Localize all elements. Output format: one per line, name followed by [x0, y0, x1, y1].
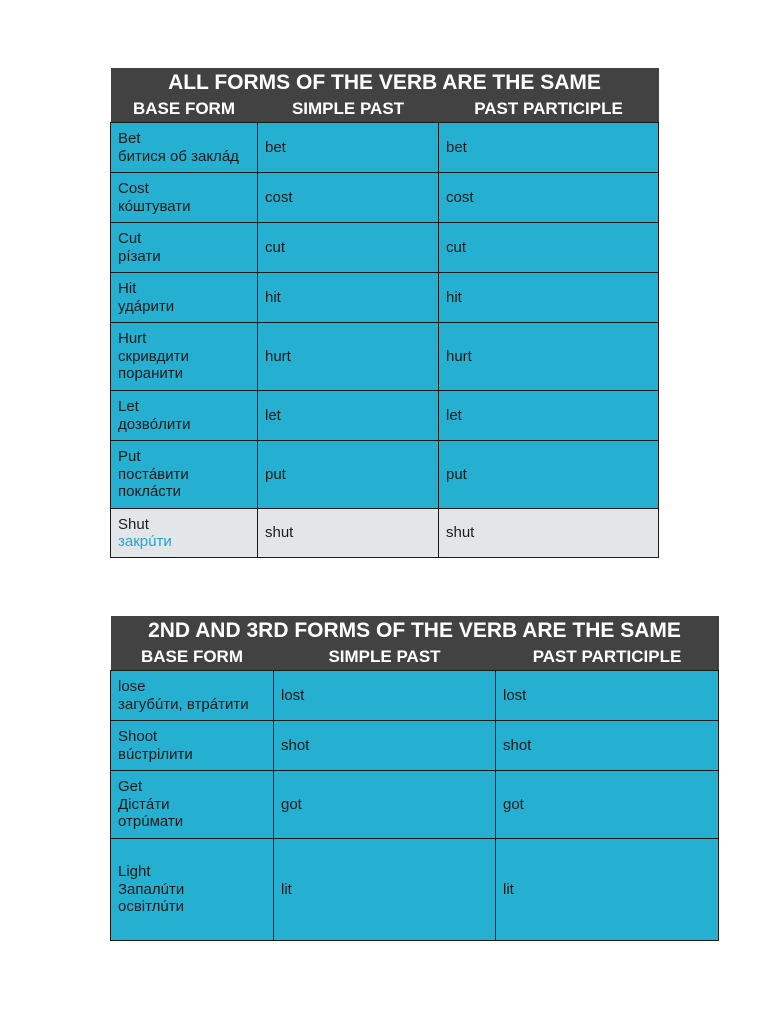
base-form-cell — [111, 391, 258, 441]
base-form-english: Hit — [118, 280, 137, 297]
base-form-translation: поранити — [118, 365, 184, 383]
base-form-translation: скривдити — [118, 347, 189, 365]
column-header-simple-past: SIMPLE PAST — [291, 99, 405, 118]
simple-past-cell: lit — [274, 839, 496, 941]
base-form-english: lose — [118, 678, 146, 695]
base-form-cell — [111, 509, 258, 558]
base-form-english: Hurt — [118, 330, 147, 348]
base-form-english: Let — [118, 398, 139, 415]
base-form-cell — [111, 441, 258, 509]
base-form-english: Shut — [118, 515, 149, 533]
table-row — [111, 223, 659, 273]
table-row — [111, 771, 719, 839]
table-row — [111, 671, 719, 721]
base-form-cell — [111, 173, 258, 223]
base-form-cell — [111, 721, 274, 771]
base-form-translation: Дістáти — [118, 795, 170, 813]
base-form-cell — [111, 273, 258, 323]
table-row — [111, 273, 659, 323]
base-form-cell — [111, 223, 258, 273]
table-title: 2ND AND 3RD FORMS OF THE VERB ARE THE SAME — [148, 619, 681, 642]
base-form-translation: освітлúти — [118, 898, 185, 916]
column-header-simple-past: SIMPLE PAST — [328, 647, 441, 666]
simple-past-cell: put — [258, 441, 439, 509]
table-row — [111, 509, 659, 558]
base-form-translation: вúстрілити — [118, 745, 193, 763]
simple-past-cell: lost — [274, 671, 496, 721]
past-participle-cell: hurt — [439, 323, 659, 391]
base-form-english: Shoot — [118, 728, 158, 745]
base-form-translation: Запалúти — [118, 880, 185, 898]
base-form-translation: рíзати — [118, 247, 161, 265]
table-header — [111, 68, 659, 123]
base-form-cell — [111, 123, 258, 173]
past-participle-cell: shot — [496, 721, 719, 771]
base-form-cell — [111, 771, 274, 839]
simple-past-cell: hit — [258, 273, 439, 323]
table-row — [111, 123, 659, 173]
past-participle-cell: cost — [439, 173, 659, 223]
column-header-past-participle: PAST PARTICIPLE — [474, 99, 623, 118]
column-header-base-form: BASE FORM — [141, 647, 243, 666]
simple-past-cell: cut — [258, 223, 439, 273]
table-row — [111, 441, 659, 509]
base-form-english: Light — [118, 863, 151, 881]
past-participle-cell: shut — [439, 509, 659, 558]
simple-past-cell: shot — [274, 721, 496, 771]
table-title: ALL FORMS OF THE VERB ARE THE SAME — [168, 71, 601, 94]
column-headers — [111, 96, 659, 122]
column-header-base-form: BASE FORM — [133, 99, 235, 118]
base-form-translation: удáрити — [118, 297, 175, 315]
base-form-cell — [111, 323, 258, 391]
base-form-translation: загубúти, втрáтити — [118, 695, 249, 713]
table-row — [111, 839, 719, 941]
base-form-cell — [111, 839, 274, 941]
simple-past-cell: bet — [258, 123, 439, 173]
simple-past-cell: hurt — [258, 323, 439, 391]
table-row — [111, 173, 659, 223]
verb-table-same-forms — [110, 68, 659, 558]
base-form-translation: битися об заклáд — [118, 147, 239, 165]
past-participle-cell: cut — [439, 223, 659, 273]
past-participle-cell: lit — [496, 839, 719, 941]
simple-past-cell: got — [274, 771, 496, 839]
column-headers — [111, 644, 719, 670]
base-form-translation: кóштувати — [118, 197, 191, 215]
base-form-cell — [111, 671, 274, 721]
past-participle-cell: lost — [496, 671, 719, 721]
base-form-translation: поклáсти — [118, 483, 182, 501]
table-header — [111, 616, 719, 671]
base-form-english: Cost — [118, 180, 149, 197]
table-row — [111, 391, 659, 441]
table-row — [111, 721, 719, 771]
simple-past-cell: let — [258, 391, 439, 441]
past-participle-cell: got — [496, 771, 719, 839]
base-form-english: Cut — [118, 230, 142, 247]
base-form-translation: постáвити — [118, 465, 189, 483]
base-form-translation: дозвóлити — [118, 415, 191, 433]
base-form-english: Put — [118, 448, 141, 466]
simple-past-cell: shut — [258, 509, 439, 558]
simple-past-cell: cost — [258, 173, 439, 223]
base-form-english: Bet — [118, 130, 141, 147]
column-header-past-participle: PAST PARTICIPLE — [532, 647, 682, 666]
base-form-translation: отрúмати — [118, 813, 184, 831]
base-form-translation[interactable]: закрúти — [118, 533, 172, 550]
table-row — [111, 323, 659, 391]
past-participle-cell: put — [439, 441, 659, 509]
past-participle-cell: hit — [439, 273, 659, 323]
past-participle-cell: bet — [439, 123, 659, 173]
base-form-english: Get — [118, 778, 143, 796]
past-participle-cell: let — [439, 391, 659, 441]
verb-table-second-third-same — [110, 616, 719, 941]
